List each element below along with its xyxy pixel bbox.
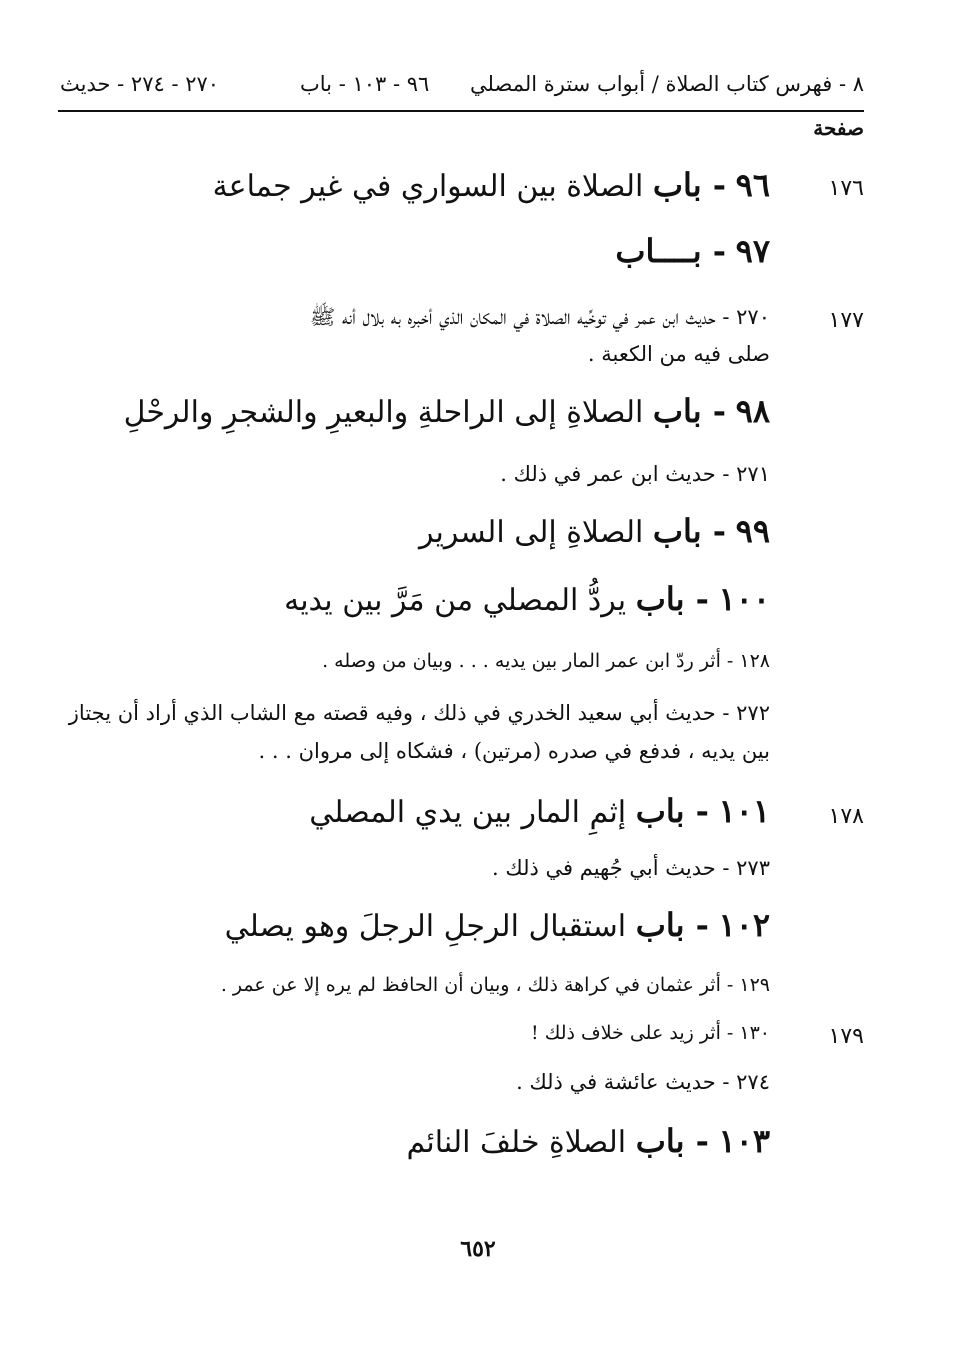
chapter-number: ١٠٣ xyxy=(718,1122,770,1160)
chapter-title: الصلاة بين السواري في غير جماعة xyxy=(212,169,644,204)
chapter-bab: باب xyxy=(652,392,702,430)
chapter-heading: ٩٦ - باب الصلاة بين السواري في غير جماعة xyxy=(212,166,770,204)
page-ref: ١٧٩ xyxy=(828,1024,864,1049)
chapter-bab: باب xyxy=(635,580,685,618)
page-ref: ١٧٧ xyxy=(828,308,864,333)
chapter-heading: ١٠٠ - باب يردُّ المصلي من مَرَّ بين يديه xyxy=(284,580,770,618)
chapter-heading: ٩٩ - باب الصلاةِ إلى السرير xyxy=(418,512,770,550)
chapter-heading: ١٠٣ - باب الصلاةِ خلفَ النائم xyxy=(406,1122,770,1160)
chapter-number: ١٠٠ xyxy=(718,580,770,618)
chapter-title: إثمِ المار بين يدي المصلي xyxy=(309,795,627,830)
page-number: ٦٥٢ xyxy=(460,1236,496,1262)
chapter-bab: بــــاب xyxy=(615,232,702,270)
running-header-hadith-range: ٢٧٠ - ٢٧٤ - حديث xyxy=(60,72,220,96)
chapter-title: يردُّ المصلي من مَرَّ بين يديه xyxy=(284,583,627,618)
athar-entry: ١٢٨ - أثر ردّ ابن عمر المار بين يديه . . . وبيان من وصله . xyxy=(322,650,770,672)
page-ref: ١٧٦ xyxy=(828,176,864,201)
running-header-title: ٨ - فهرس كتاب الصلاة / أبواب سترة المصلي xyxy=(470,72,864,96)
chapter-number: ١٠١ xyxy=(718,792,770,830)
hadith-entry: ٢٧٢ - حديث أبي سعيد الخدري في ذلك ، وفيه قصته مع الشاب الذي أراد أن يجتاز بين يديه ، فدفع في صدره (مرتين) ، فشكاه إلى مروان . . . xyxy=(68,701,770,763)
chapter-heading: ٩٧ - بــــاب xyxy=(615,232,770,270)
chapter-heading: ١٠١ - باب إثمِ المار بين يدي المصلي xyxy=(309,792,770,830)
chapter-bab: باب xyxy=(652,166,702,204)
chapter-number: ٩٨ xyxy=(735,392,770,430)
athar-entry: ١٢٩ - أثر عثمان في كراهة ذلك ، وبيان أن الحافظ لم يره إلا عن عمر . xyxy=(220,974,770,996)
running-header-chapter-range: ٩٦ - ١٠٣ - باب xyxy=(300,72,430,96)
hadith-entry-line: صلى فيه من الكعبة . xyxy=(587,342,770,366)
chapter-title: استقبال الرجلِ الرجلَ وهو يصلي xyxy=(224,909,627,944)
header-rule xyxy=(58,110,864,112)
chapter-title: الصلاةِ إلى السرير xyxy=(418,515,644,550)
page-ref: ١٧٨ xyxy=(828,804,864,829)
hadith-entry: ٢٧١ - حديث ابن عمر في ذلك . xyxy=(500,462,770,486)
chapter-number: ١٠٢ xyxy=(718,906,770,944)
chapter-number: ٩٩ xyxy=(735,512,770,550)
chapter-number: ٩٦ xyxy=(735,166,770,204)
athar-entry: ١٣٠ - أثر زيد على خلاف ذلك ! xyxy=(531,1022,770,1044)
hadith-entry: ٢٧٤ - حديث عائشة في ذلك . xyxy=(516,1070,770,1094)
chapter-bab: باب xyxy=(635,906,685,944)
chapter-heading: ٩٨ - باب الصلاةِ إلى الراحلةِ والبعيرِ والشجرِ والرحْلِ xyxy=(123,392,770,430)
hadith-entry-line: ٢٧٠ - حديث ابن عمر في توخِّيه الصلاة في المكان الذي أخبره به بلال أنه ﷺ xyxy=(309,305,770,329)
chapter-bab: باب xyxy=(635,792,685,830)
page-column-label: صفحة xyxy=(813,116,864,140)
chapter-heading: ١٠٢ - باب استقبال الرجلِ الرجلَ وهو يصلي xyxy=(224,906,770,944)
chapter-bab: باب xyxy=(652,512,702,550)
hadith-entry: ٢٧٣ - حديث أبي جُهيم في ذلك . xyxy=(492,856,770,880)
chapter-title: الصلاةِ إلى الراحلةِ والبعيرِ والشجرِ والرحْلِ xyxy=(123,395,644,430)
chapter-bab: باب xyxy=(635,1122,685,1160)
chapter-title: الصلاةِ خلفَ النائم xyxy=(406,1125,627,1160)
chapter-number: ٩٧ xyxy=(735,232,770,270)
